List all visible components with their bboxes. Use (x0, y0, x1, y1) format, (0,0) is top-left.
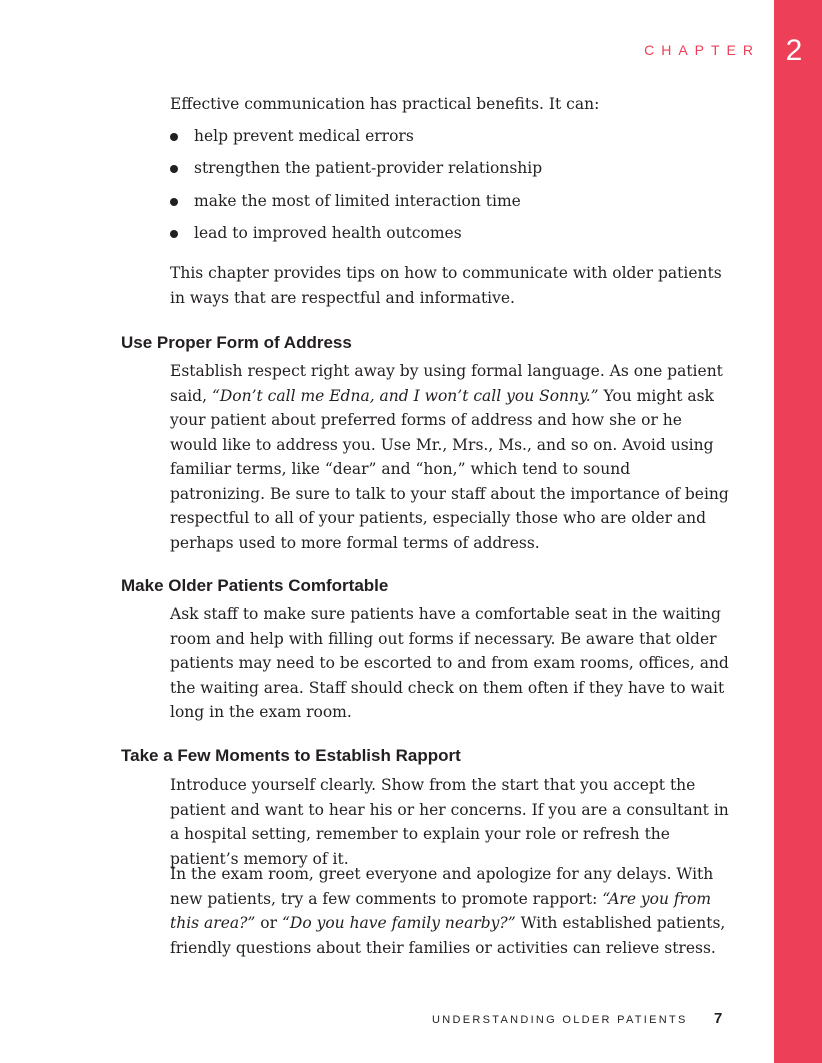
bullet-icon (170, 133, 178, 141)
section-paragraph (170, 862, 730, 960)
bullet-icon (170, 198, 178, 206)
chapter-label: CHAPTER (644, 42, 760, 58)
intro-summary: This chapter provides tips on how to communicate with older patients in ways that are respectful and informative. (170, 264, 722, 307)
paragraph-text: You might ask your patient about preferred forms of address and how she or he would like to address you. Use Mr., Mrs., Ms., and so on. Avoid using familiar terms, like “dear” and “hon,” which tend to sound patronizing. Be sure to talk to your staff about the importance of being respectful to all of your patients, especially those who are older and perhaps used to more formal terms of address. (170, 386, 729, 552)
section-paragraph: Ask staff to make sure patients have a comfortable seat in the waiting room and help with filling out forms if necessary. Be aware that older patients may need to be escorted to and from exam rooms, offices, and the waiting area. Staff should check on them often if they have to wait long in the exam room. (170, 605, 729, 721)
list-item-text: help prevent medical errors (194, 127, 414, 145)
page-number: 7 (714, 1010, 723, 1027)
example-question: “Are you from this area?” (170, 889, 712, 932)
section-paragraph (170, 359, 730, 555)
paragraph-text: or (255, 914, 282, 932)
section-heading: Make Older Patients Comfortable (121, 576, 389, 595)
patient-quote: “Don’t call me Edna, and I won’t call you Sonny.” (211, 386, 599, 405)
section-heading: Use Proper Form of Address (121, 333, 352, 352)
list-item-text: make the most of limited interaction time (194, 192, 521, 210)
example-question: “Do you have family nearby?” (281, 914, 516, 932)
section-heading: Take a Few Moments to Establish Rapport (121, 746, 461, 765)
section-paragraph: Introduce yourself clearly. Show from the start that you accept the patient and want to hear his or her concerns. If you are a consultant in a hospital setting, remember to explain your role or refresh the patient’s memory of it. (170, 776, 729, 868)
intro-lead: Effective communication has practical benefits. It can: (170, 95, 600, 113)
bullet-icon (170, 230, 178, 238)
list-item-text: lead to improved health outcomes (194, 224, 462, 242)
paragraph-text: With established patients, friendly questions about their families or activities can relieve stress. (170, 914, 726, 957)
chapter-number: 2 (785, 34, 803, 67)
paragraph-text: Establish respect right away by using formal language. As one patient said, (170, 362, 723, 405)
chapter-color-bar (774, 0, 822, 1063)
paragraph-text: In the exam room, greet everyone and apologize for any delays. With new patients, try a few comments to promote rapport: (170, 865, 714, 908)
list-item-text: strengthen the patient-provider relationship (194, 159, 543, 177)
running-title: UNDERSTANDING OLDER PATIENTS (432, 1014, 688, 1026)
bullet-icon (170, 165, 178, 173)
